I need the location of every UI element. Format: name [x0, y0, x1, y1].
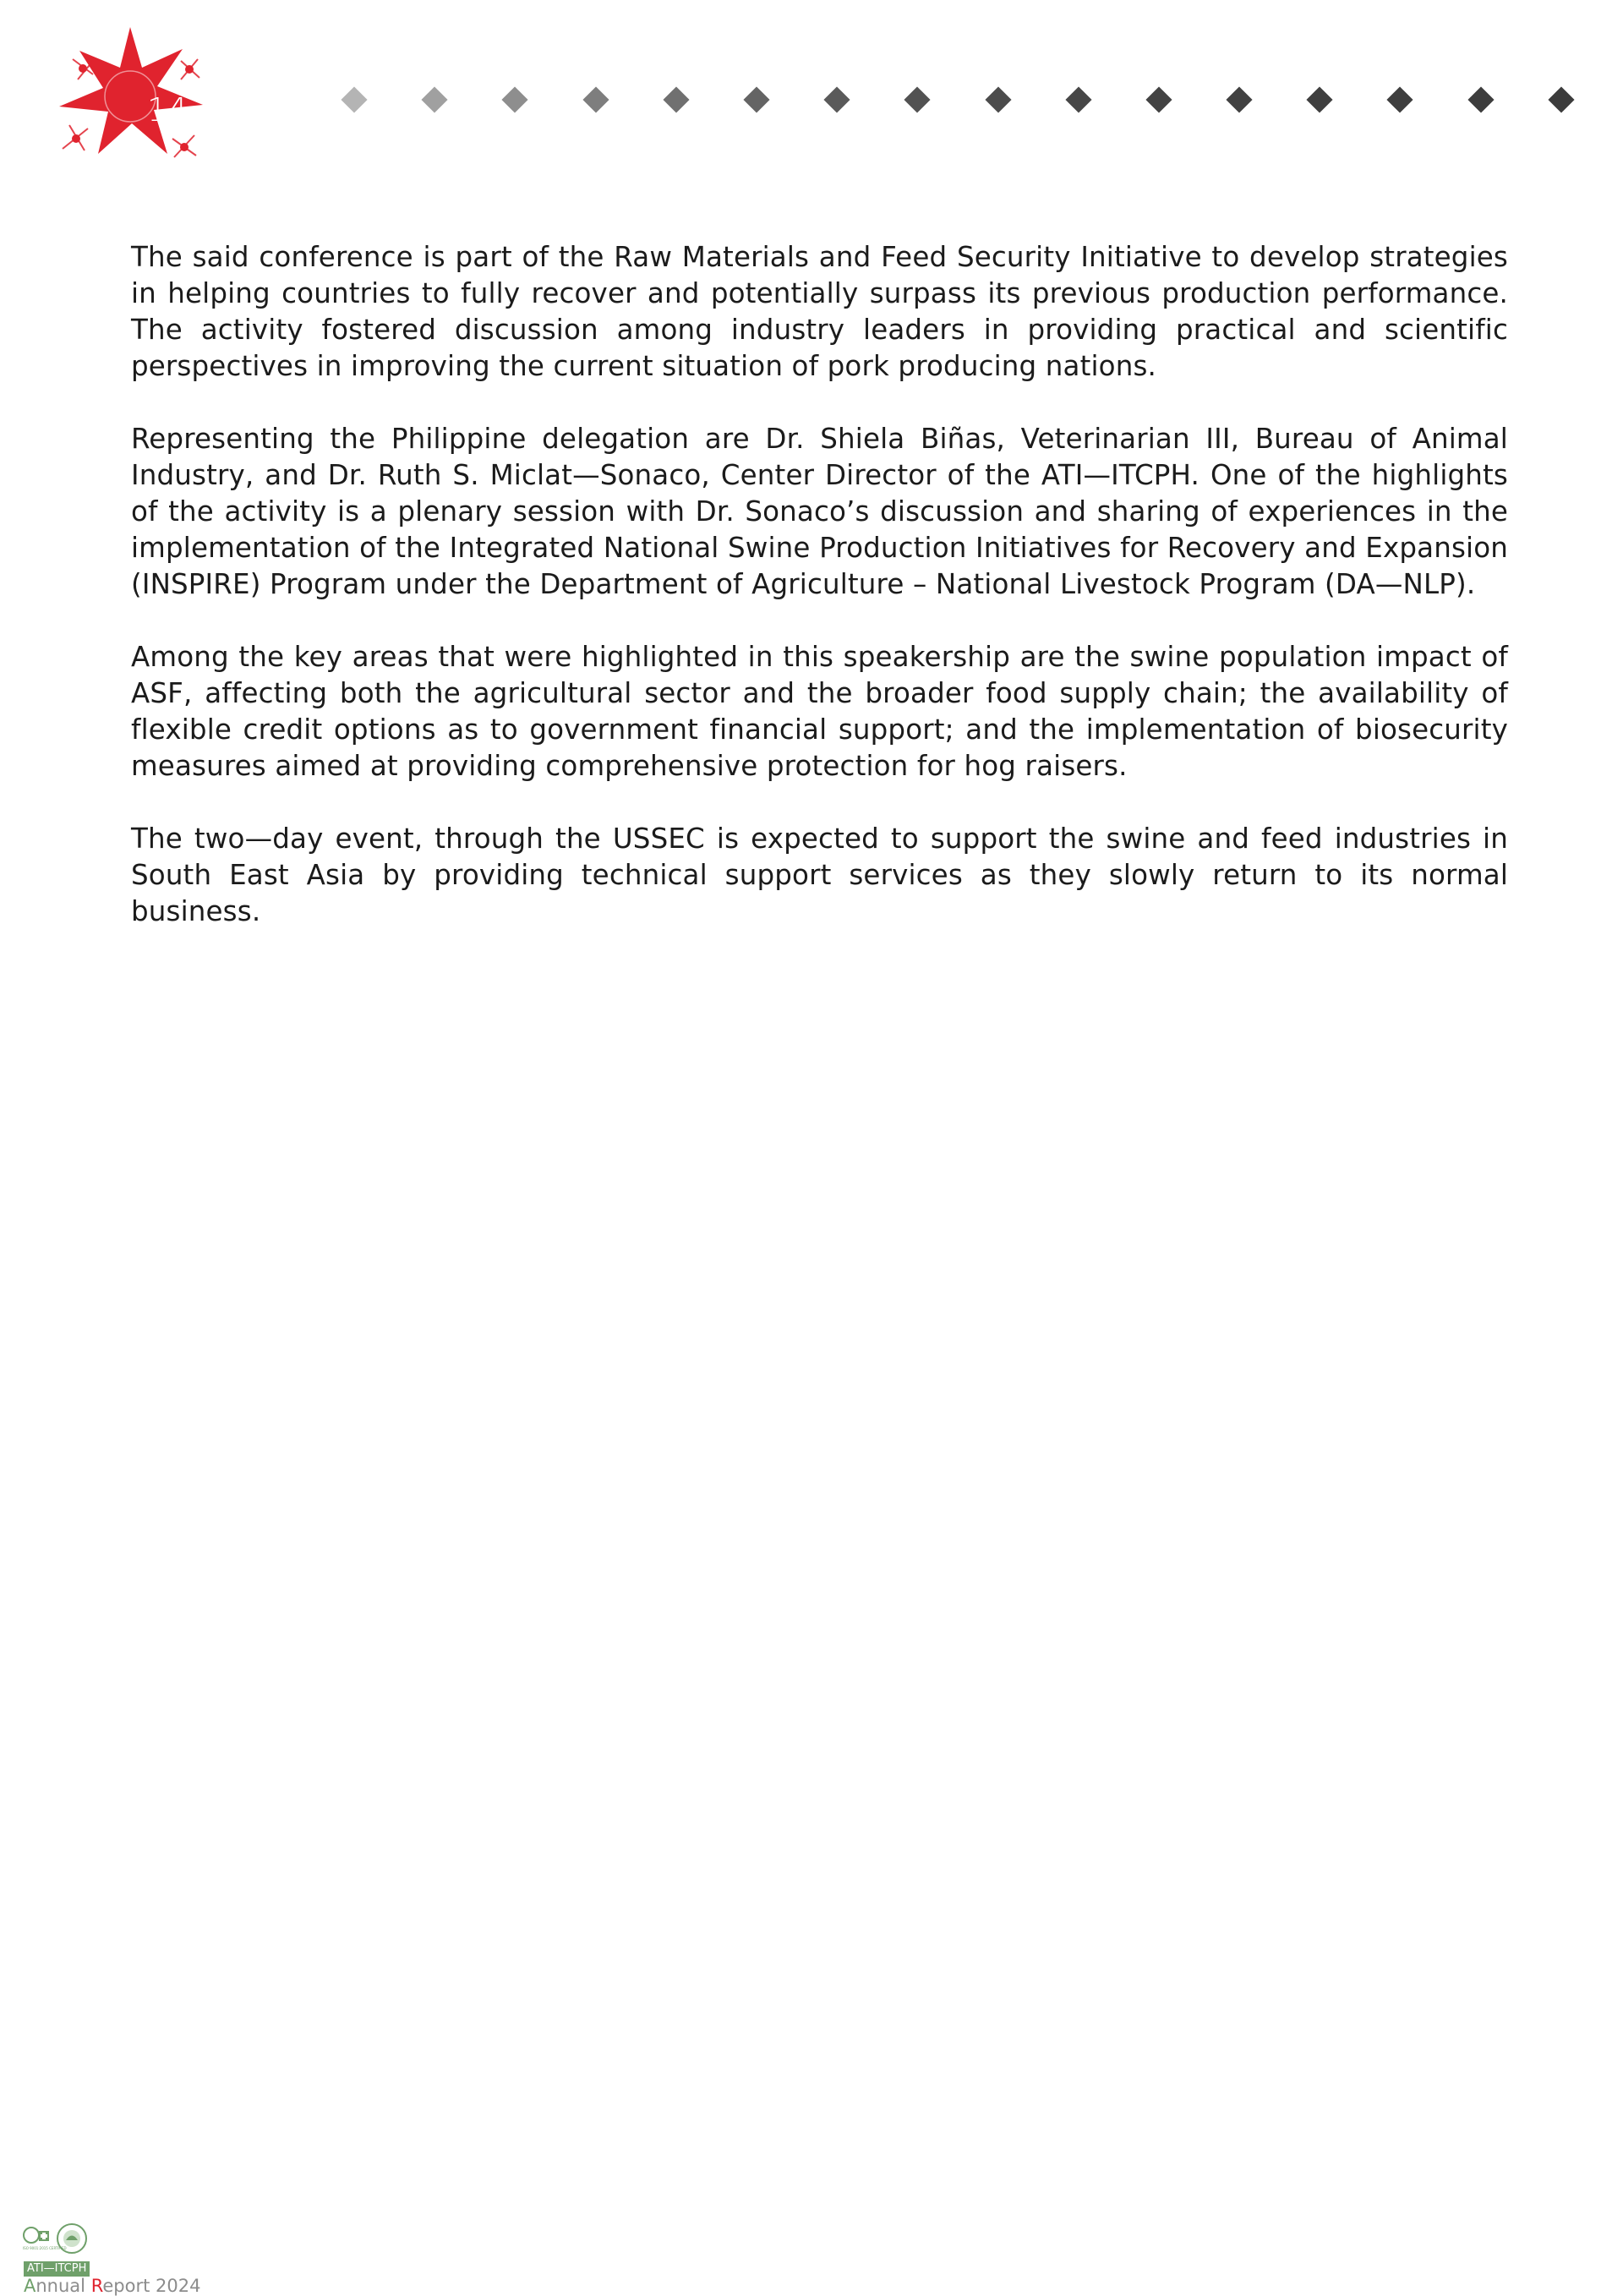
diamond-icon — [824, 86, 850, 112]
page-number-badge — [54, 24, 206, 159]
diamond-icon — [1467, 86, 1494, 112]
diamond-icon — [1065, 86, 1091, 112]
caption-text-report-year: eport 2024 — [102, 2276, 201, 2296]
diamond-icon — [743, 86, 769, 112]
page-header — [0, 0, 1623, 169]
diamond-icon — [1548, 86, 1574, 112]
page-footer — [22, 2222, 276, 2296]
diamond-icon — [985, 86, 1011, 112]
diamond-icon — [1387, 86, 1413, 112]
article-body — [131, 239, 1508, 966]
article-paragraph: The said conference is part of the Raw Materials and Feed Security Initiative to develop strategies in helping countries to fully recover and potentially surpass its previous production performance. The activity fostered discussion among industry leaders in providing practical and scientific perspectives in improving the current situation of pork producing nations. — [131, 241, 1508, 382]
diamond-icon — [1307, 86, 1333, 112]
organization-label: ATI—ITCPH — [24, 2261, 90, 2277]
page-number: 14 — [146, 91, 189, 128]
diamond-icon — [502, 86, 528, 112]
iso-certification-logo — [22, 2226, 67, 2251]
iso-mark-text: ISO 9001:2015 CERTIFIED — [23, 2246, 67, 2250]
diamond-icon — [663, 86, 689, 112]
article-paragraph: Among the key areas that were highlighted in this speakership are the swine population impact of ASF, affecting both the agricultural sector and the broader food supply chain; the availability of flexible credit options as to government financial support; and the implementation of biosecurity measures aimed at providing comprehensive protection for hog raisers. — [131, 641, 1508, 782]
diamond-icon — [341, 86, 367, 112]
caption-initial-r: R — [90, 2276, 103, 2296]
diamond-icon — [422, 86, 448, 112]
diamond-icon — [1145, 86, 1172, 112]
article-paragraph: Representing the Philippine delegation are Dr. Shiela Biñas, Veterinarian III, Bureau of Animal Industry, and Dr. Ruth S. Miclat—Sonaco, Center Director of the ATI—ITCPH. One of the highlights of the activity is a plenary session with Dr. Sonaco’s discussion and sharing of experiences in the implementation of the Integrated National Swine Production Initiatives for Recovery and Expansion (INSPIRE) Program under the Department of Agriculture – National Livestock Program (DA—NLP). — [131, 423, 1508, 600]
ati-itcph-seal-logo — [56, 2222, 88, 2255]
annual-report-caption — [24, 2276, 200, 2296]
caption-text-annual: nnual — [36, 2276, 91, 2296]
footer-logos — [22, 2222, 90, 2255]
diamond-icon — [1227, 86, 1253, 112]
article-paragraph: The two—day event, through the USSEC is expected to support the swine and feed industries in South East Asia by providing technical support services as they slowly return to its normal business. — [131, 823, 1508, 927]
diamond-icon — [904, 86, 931, 112]
caption-initial-a: A — [24, 2276, 36, 2296]
diamond-icon — [582, 86, 609, 112]
decorative-diamond-row — [345, 85, 1571, 115]
